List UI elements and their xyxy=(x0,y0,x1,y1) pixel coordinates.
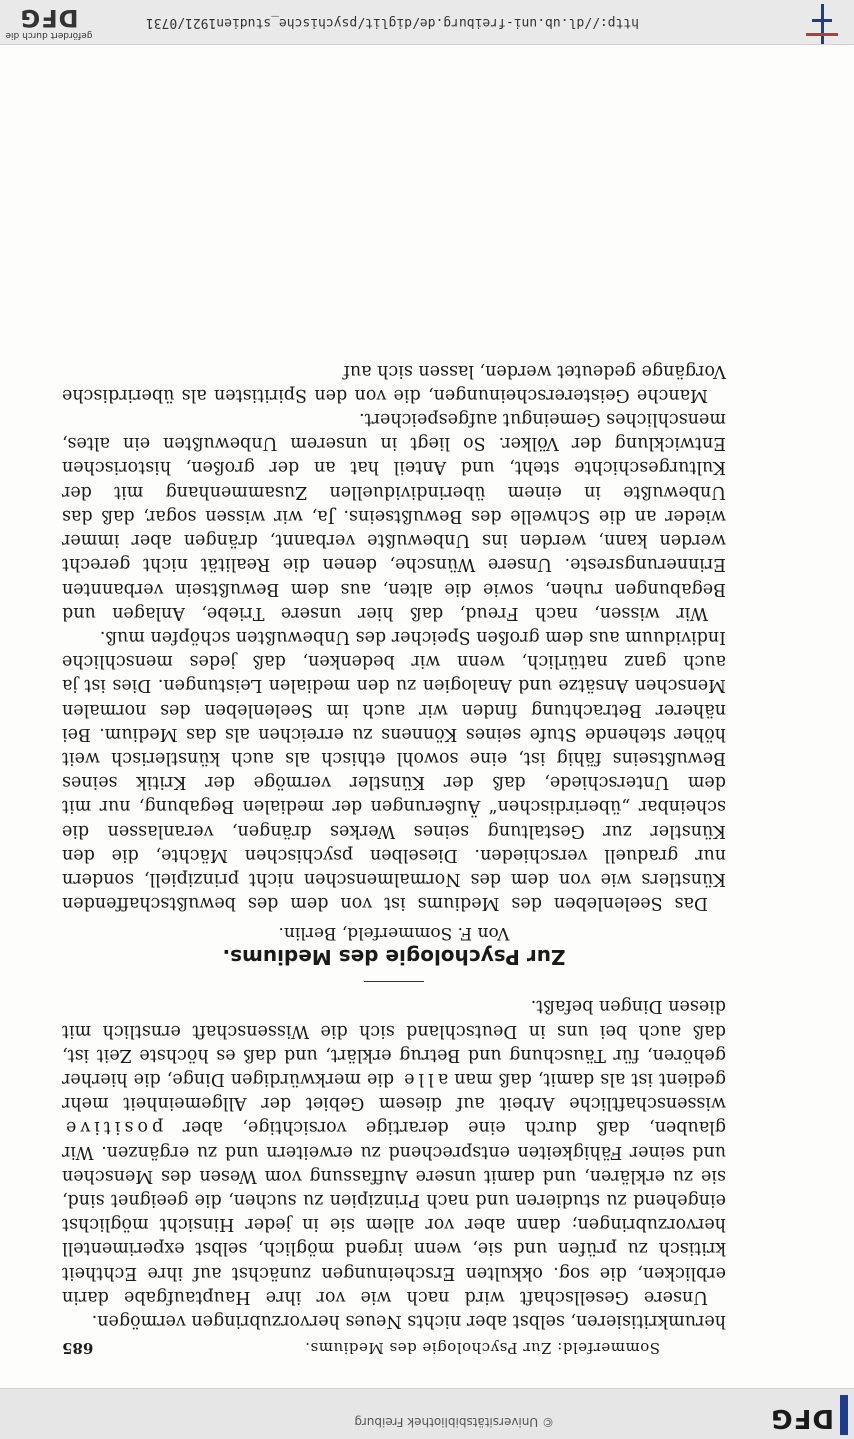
previous-article-paragraph: herumkritisieren, selbst aber nichts Neues hervorzubringen vermögen. xyxy=(91,1311,726,1331)
page-content xyxy=(62,358,726,1363)
article-title: Zur Psychologie des Mediums. xyxy=(222,945,566,970)
article-byline: Von F. Sommerfeld, Berlin. xyxy=(278,923,510,944)
text-run: die merkwürdigen Dinge, die hierher gehören, für Täuschung und Betrug erklärt, und daß es höchste Zeit ist, daß auch bei uns in Deutschland sich die Wissenschaft ernstlich mit diesen Dingen befaßt. xyxy=(62,996,726,1089)
funder-logo-text: DFG xyxy=(19,4,79,32)
dfg-logo xyxy=(753,1395,848,1435)
funder-line: gefördert durch die xyxy=(5,30,93,40)
page-number: 685 xyxy=(62,1339,94,1357)
crosshair-logo-icon xyxy=(802,4,842,44)
article-paragraph: Wir wissen, nach Freud, daß hier unsere Triebe, Anlagen und Begabungen ruhen, sowie die alten, aus dem Bewußtsein verbannten Erinnerungsreste. Unsere Wünsche, denen die Realität nicht gerecht werden kann, werden ins Unbewußte verbannt, drängen aber immer wieder an die Schwelle des Bewußtseins. Ja, wir wissen sogar, daß das Unbewußte in einem überindividuellen Zusammenhang mit der Kulturgeschichte steht, und Anteil hat an der großen, historischen Entwicklung der Völker. So liegt in unserem Unbewußten ein altes, menschliches Gemeingut aufgespeichert. xyxy=(62,409,726,623)
section-divider xyxy=(364,981,424,982)
text-run: Unsere Gesellschaft wird nach wie vor ihre Hauptaufgabe darin erblicken, die sog. okkulten Erscheinungen zunächst auf ihre Echtheit kritisch zu prüfen und sie, wenn irgend möglich, selbst experimentell hervorzubringen; dann aber vor allem sie in jeder Hinsicht möglichst eingehend zu studieren und nach Prinzipien zu suchen, die geeignet sind, sie zu erklären, und damit unsere Auffassung vom Wesen des Menschen und seiner Fähigkeiten entsprechend zu erweitern und zu ergänzen. Wir glauben, daß durch eine derartige vorsichtige, aber xyxy=(62,1117,726,1307)
running-head-title: Sommerfeld: Zur Psychologie des Mediums. xyxy=(304,1339,660,1357)
article-paragraph: Das Seelenleben des Mediums ist von dem des bewußtschaffenden Künstlers wie von dem des Normalmenschen nicht prinzipiell, sondern nur graduell verschieden. Dieselben psychischen Mächte, die den Künstler zur Gestaltung seines Werkes drängen, veranlassen die scheinbar „überirdischen“ Äußerungen der medialen Begabung, nur mit dem Unterschiede, daß der Künstler vermöge der Kritik seines Bewußtseins fähig ist, eine sowohl ethisch als auch künstlerisch weit höher stehende Stufe seines Könnens zu erreichen als das Medium. Bei näherer Betrachtung finden wir auch im Seelenleben des normalen Menschen Ansätze und Analogien zu den medialen Leistungen. Dies ist ja auch ganz natürlich, wenn wir bedenken, daß jedes menschliche Individuum aus dem großen Speicher des Unbewußten schöpfen muß. xyxy=(62,626,726,914)
text-run: wissenschaftliche Arbeit auf diesem Gebiet der Allgemeinheit mehr gedient ist als damit, daß man xyxy=(62,1068,726,1114)
emphasized-word: alle xyxy=(400,1068,449,1089)
dfg-logo-mark-icon xyxy=(840,1395,848,1435)
viewer-top-bar xyxy=(0,1388,854,1439)
previous-article-paragraph xyxy=(62,994,726,1309)
source-url-link[interactable]: http://dl.ub.uni-freiburg.de/diglit/psychische_studien1921/0731 xyxy=(145,15,639,30)
running-head xyxy=(62,1333,726,1363)
viewer-bottom-bar xyxy=(0,0,854,45)
article-paragraph: Manche Geistererscheinungen, die von den Spiritisten als überirdische Vorgänge gedeutet werden, lassen sich auf xyxy=(62,360,726,405)
emphasized-word: positive xyxy=(62,1117,164,1138)
copyright-notice: © Universitätsbibliothek Freiburg xyxy=(354,1415,554,1429)
dfg-logo-text: DFG xyxy=(770,1403,834,1433)
funder-logo xyxy=(4,6,94,40)
